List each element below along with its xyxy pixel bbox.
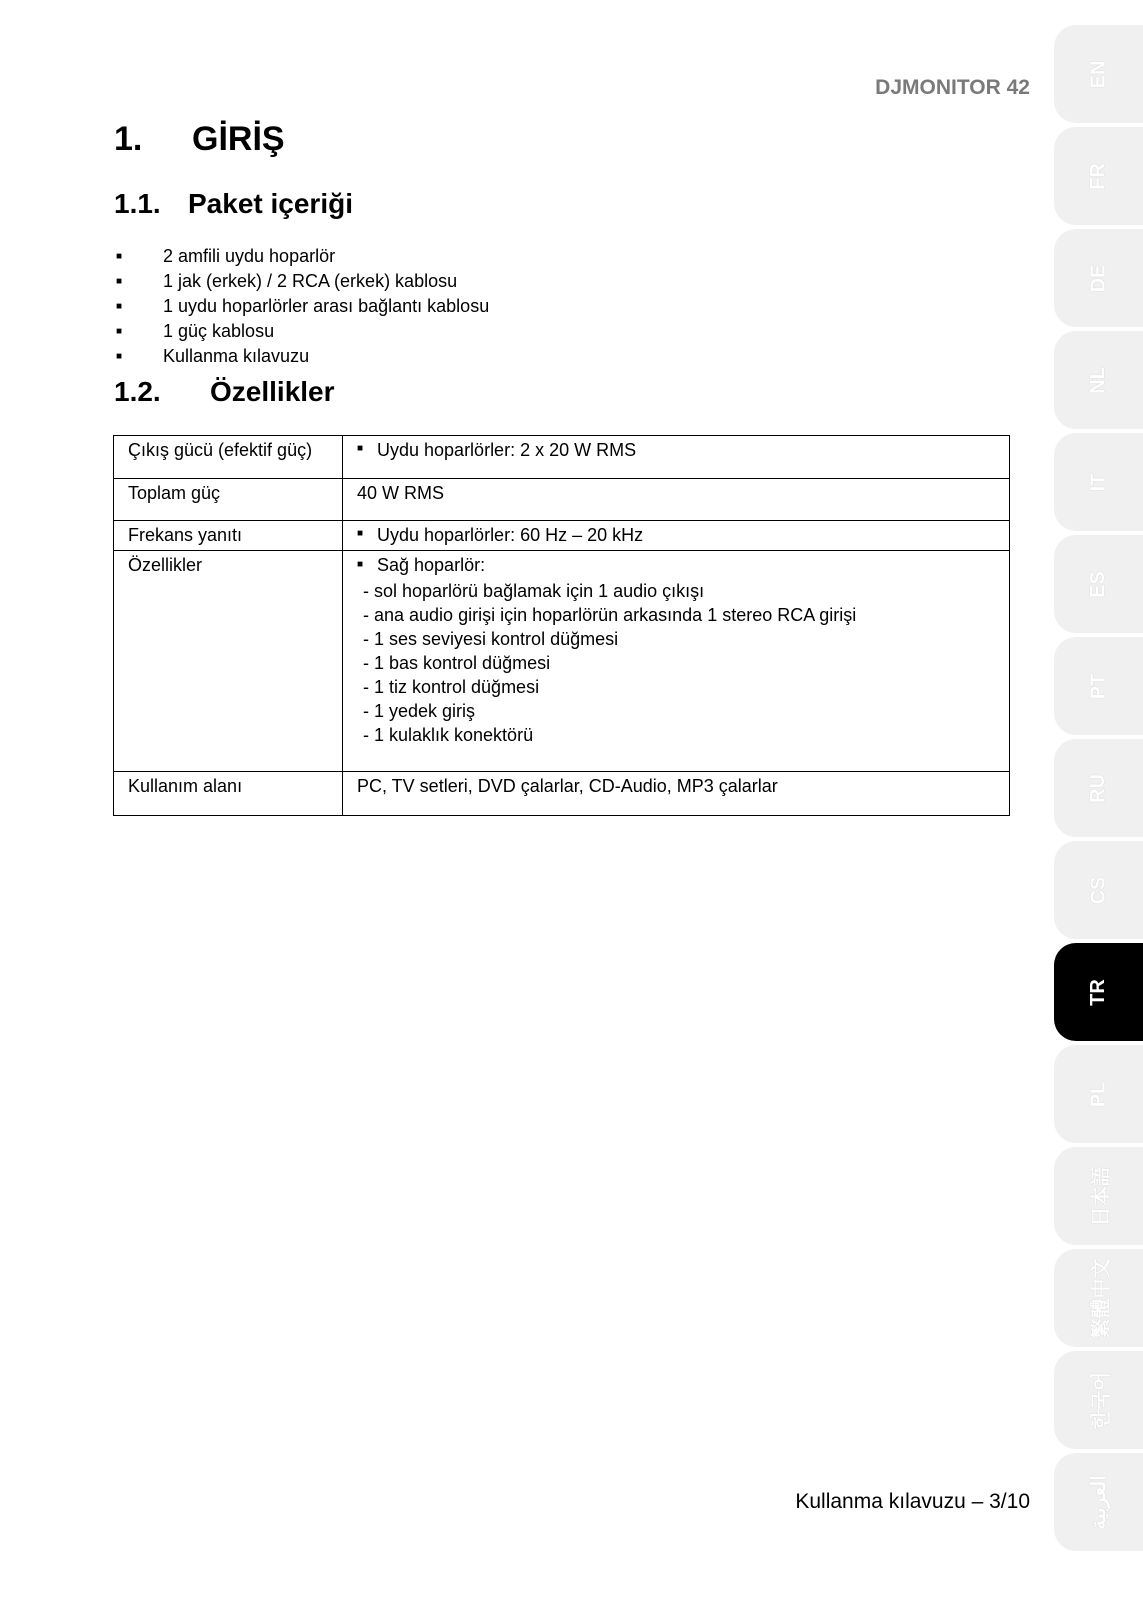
- list-item: ■ 1 güç kablosu: [114, 319, 489, 344]
- list-item: ■ 2 amfili uydu hoparlör: [114, 244, 489, 269]
- tab-pl[interactable]: PL: [1054, 1045, 1143, 1143]
- tab-it[interactable]: IT: [1054, 433, 1143, 531]
- table-row: [114, 772, 1010, 816]
- table-row: [114, 479, 1010, 521]
- section-heading-1-2: [114, 376, 335, 408]
- section-heading-1: [114, 120, 285, 159]
- feature-line: - 1 yedek giriş: [363, 700, 476, 721]
- tab-ja[interactable]: 日本語: [1054, 1147, 1143, 1245]
- list-item: ■ 1 uydu hoparlörler arası bağlantı kablosu: [114, 294, 489, 319]
- bullet-icon: ■: [116, 251, 123, 262]
- spec-key: Çıkış gücü (efektif güç): [114, 436, 343, 479]
- spec-value: ■ Uydu hoparlörler: 60 Hz – 20 kHz: [343, 521, 1010, 551]
- feature-line: - ana audio girişi için hoparlörün arkasında 1 stereo RCA girişi: [363, 604, 857, 625]
- tab-fr[interactable]: FR: [1054, 127, 1143, 225]
- section-number: 1.1.: [114, 188, 161, 219]
- section-title: Özellikler: [210, 376, 335, 407]
- tab-nl[interactable]: NL: [1054, 331, 1143, 429]
- specifications-table: [113, 435, 1010, 816]
- tab-es[interactable]: ES: [1054, 535, 1143, 633]
- list-item: ■ Kullanma kılavuzu: [114, 344, 489, 369]
- page-footer: Kullanma kılavuzu – 3/10: [795, 1490, 1030, 1513]
- bullet-icon: ■: [116, 326, 123, 337]
- tab-cs[interactable]: CS: [1054, 841, 1143, 939]
- table-row: [114, 551, 1010, 772]
- table-row: [114, 521, 1010, 551]
- spec-value: 40 W RMS: [343, 479, 1010, 521]
- spec-key: Özellikler: [114, 551, 343, 772]
- spec-key: Frekans yanıtı: [114, 521, 343, 551]
- section-number: 1.: [114, 120, 143, 158]
- table-row: [114, 436, 1010, 479]
- language-tabs: [1054, 25, 1143, 1555]
- spec-value: ■ Sağ hoparlör: - sol hoparlörü bağlamak için 1 audio çıkışı - ana audio girişi için hoparlörün arkasında 1 stereo RCA girişi - 1 ses seviyesi kontrol düğmesi - 1 bas kontrol düğmesi - 1 tiz kontrol düğmesi - 1 yedek giriş - 1 kulaklık konektörü: [343, 551, 1010, 772]
- spec-key: Kullanım alanı: [114, 772, 343, 816]
- tab-de[interactable]: DE: [1054, 229, 1143, 327]
- section-title: GİRİŞ: [192, 120, 285, 158]
- tab-ko[interactable]: 한국어: [1054, 1351, 1143, 1449]
- tab-zh[interactable]: 繁體中文: [1054, 1249, 1143, 1347]
- tab-tr[interactable]: TR: [1054, 943, 1143, 1041]
- section-number: 1.2.: [114, 376, 161, 407]
- spec-value: ■ Uydu hoparlörler: 2 x 20 W RMS: [343, 436, 1010, 479]
- feature-line: - 1 tiz kontrol düğmesi: [363, 676, 540, 697]
- section-title: Paket içeriği: [188, 188, 353, 219]
- bullet-icon: ■: [357, 528, 364, 540]
- bullet-icon: ■: [357, 558, 364, 570]
- spec-key: Toplam güç: [114, 479, 343, 521]
- tab-pt[interactable]: PT: [1054, 637, 1143, 735]
- tab-ar[interactable]: العربية: [1054, 1453, 1143, 1551]
- spec-value: PC, TV setleri, DVD çalarlar, CD-Audio, MP3 çalarlar: [343, 772, 1010, 816]
- feature-line: - 1 ses seviyesi kontrol düğmesi: [363, 628, 619, 649]
- bullet-icon: ■: [116, 351, 123, 362]
- section-heading-1-1: [114, 188, 353, 220]
- bullet-icon: ■: [357, 443, 364, 455]
- feature-line: - 1 bas kontrol düğmesi: [363, 652, 551, 673]
- bullet-icon: ■: [116, 301, 123, 312]
- tab-en[interactable]: EN: [1054, 25, 1143, 123]
- package-contents-list: [114, 244, 489, 369]
- feature-line: - sol hoparlörü bağlamak için 1 audio çıkışı: [363, 580, 705, 601]
- product-name: DJMONITOR 42: [875, 76, 1030, 99]
- feature-line: - 1 kulaklık konektörü: [363, 724, 534, 745]
- list-item: ■ 1 jak (erkek) / 2 RCA (erkek) kablosu: [114, 269, 489, 294]
- bullet-icon: ■: [116, 276, 123, 287]
- tab-ru[interactable]: RU: [1054, 739, 1143, 837]
